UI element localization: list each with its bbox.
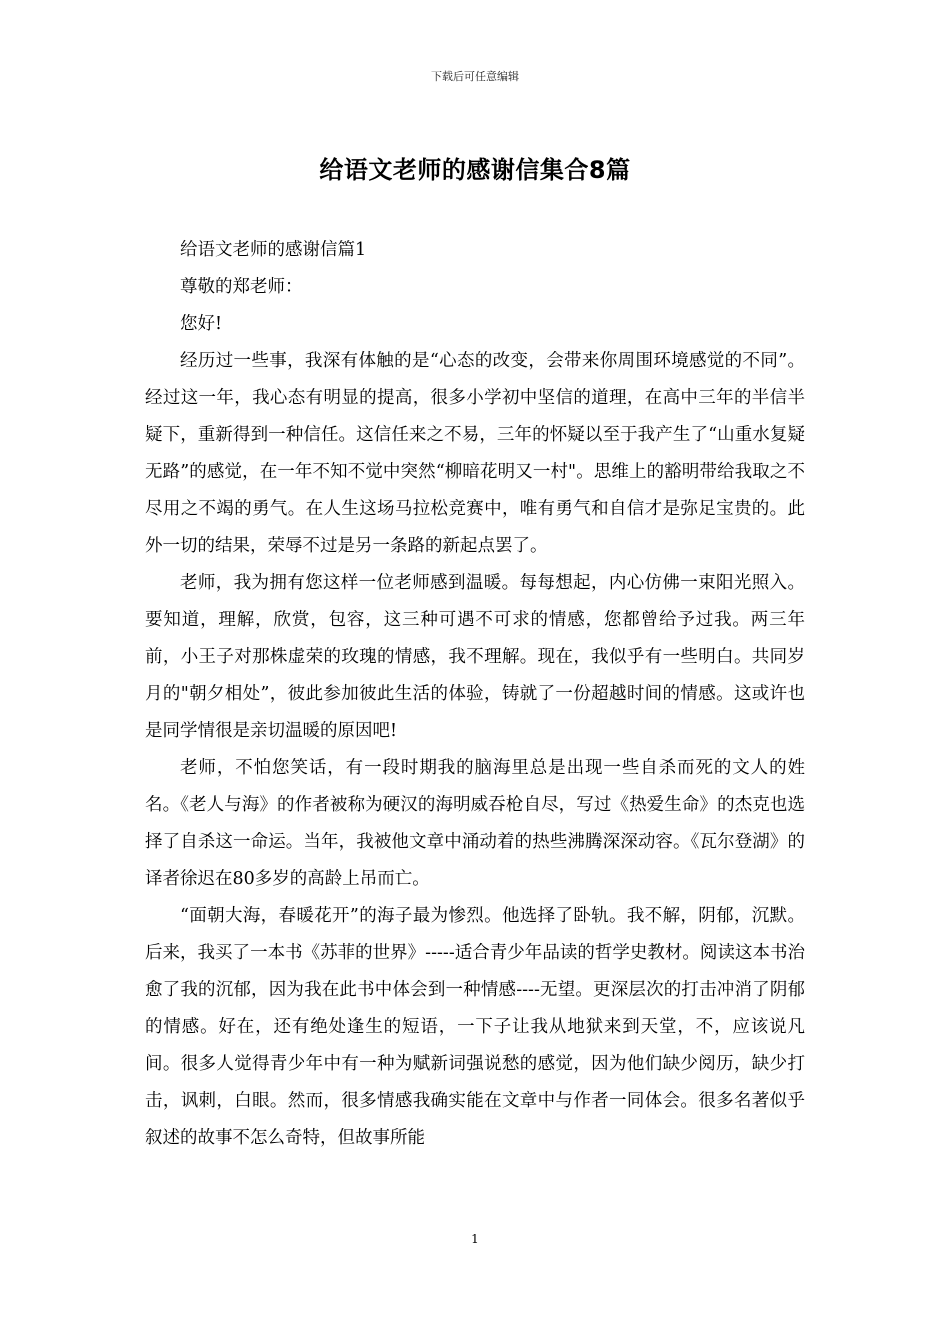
- letter-body: [145, 232, 805, 1157]
- body-paragraph: 老师，不怕您笑话，有一段时期我的脑海里总是出现一些自杀而死的文人的姓名。《老人与海》的作者被称为硬汉的海明威吞枪自尽，写过《热爱生命》的杰克也选择了自杀这一命运。当年，我被他文章中涌动着的热些沸腾深深动容。《瓦尔登湖》的译者徐迟在80多岁的高龄上吊而亡。: [145, 758, 805, 889]
- section-heading: 给语文老师的感谢信篇1: [180, 240, 367, 260]
- body-paragraph: 老师，我为拥有您这样一位老师感到温暖。每每想起，内心仿佛一束阳光照入。要知道，理解，欣赏，包容，这三种可遇不可求的情感，您都曾给予过我。两三年前，小王子对那株虚荣的玫瑰的情感，我不理解。现在，我似乎有一些明白。共同岁月的"朝夕相处”，彼此参加彼此生活的体验，铸就了一份超越时间的情感。这或许也是同学情很是亲切温暖的原因吧!: [145, 573, 805, 741]
- page-number: 1: [471, 1232, 479, 1246]
- body-paragraph: “面朝大海，春暖花开”的海子最为惨烈。他选择了卧轨。我不解，阴郁，沉默。后来，我买了一本书《苏菲的世界》-----适合青少年品读的哲学史教材。阅读这本书治愈了我的沉郁，因为我在此书中体会到一种情感----无望。更深层次的打击冲消了阴郁的情感。好在，还有绝处逢生的短语，一下子让我从地狱来到天堂，不，应该说凡间。很多人觉得青少年中有一种为赋新词强说愁的感觉，因为他们缺少阅历，缺少打击，讽刺，白眼。然而，很多情感我确实能在文章中与作者一同体会。很多名著似乎叙述的故事不怎么奇特，但故事所能: [145, 906, 805, 1148]
- document-title: 给语文老师的感谢信集合8篇: [319, 156, 631, 184]
- header-note: 下载后可任意编辑: [431, 70, 519, 83]
- greeting: 您好!: [180, 314, 223, 334]
- body-paragraph: 经历过一些事，我深有体触的是“心态的改变，会带来你周围环境感觉的不同”。经过这一年，我心态有明显的提高，很多小学初中坚信的道理，在高中三年的半信半疑下，重新得到一种信任。这信任来之不易，三年的怀疑以至于我产生了“山重水复疑无路”的感觉，在一年不知不觉中突然“柳暗花明又一村"。思维上的豁明带给我取之不尽用之不竭的勇气。在人生这场马拉松竞赛中，唯有勇气和自信才是弥足宝贵的。此外一切的结果，荣辱不过是另一条路的新起点罢了。: [145, 351, 805, 556]
- salutation: 尊敬的郑老师：: [180, 277, 303, 297]
